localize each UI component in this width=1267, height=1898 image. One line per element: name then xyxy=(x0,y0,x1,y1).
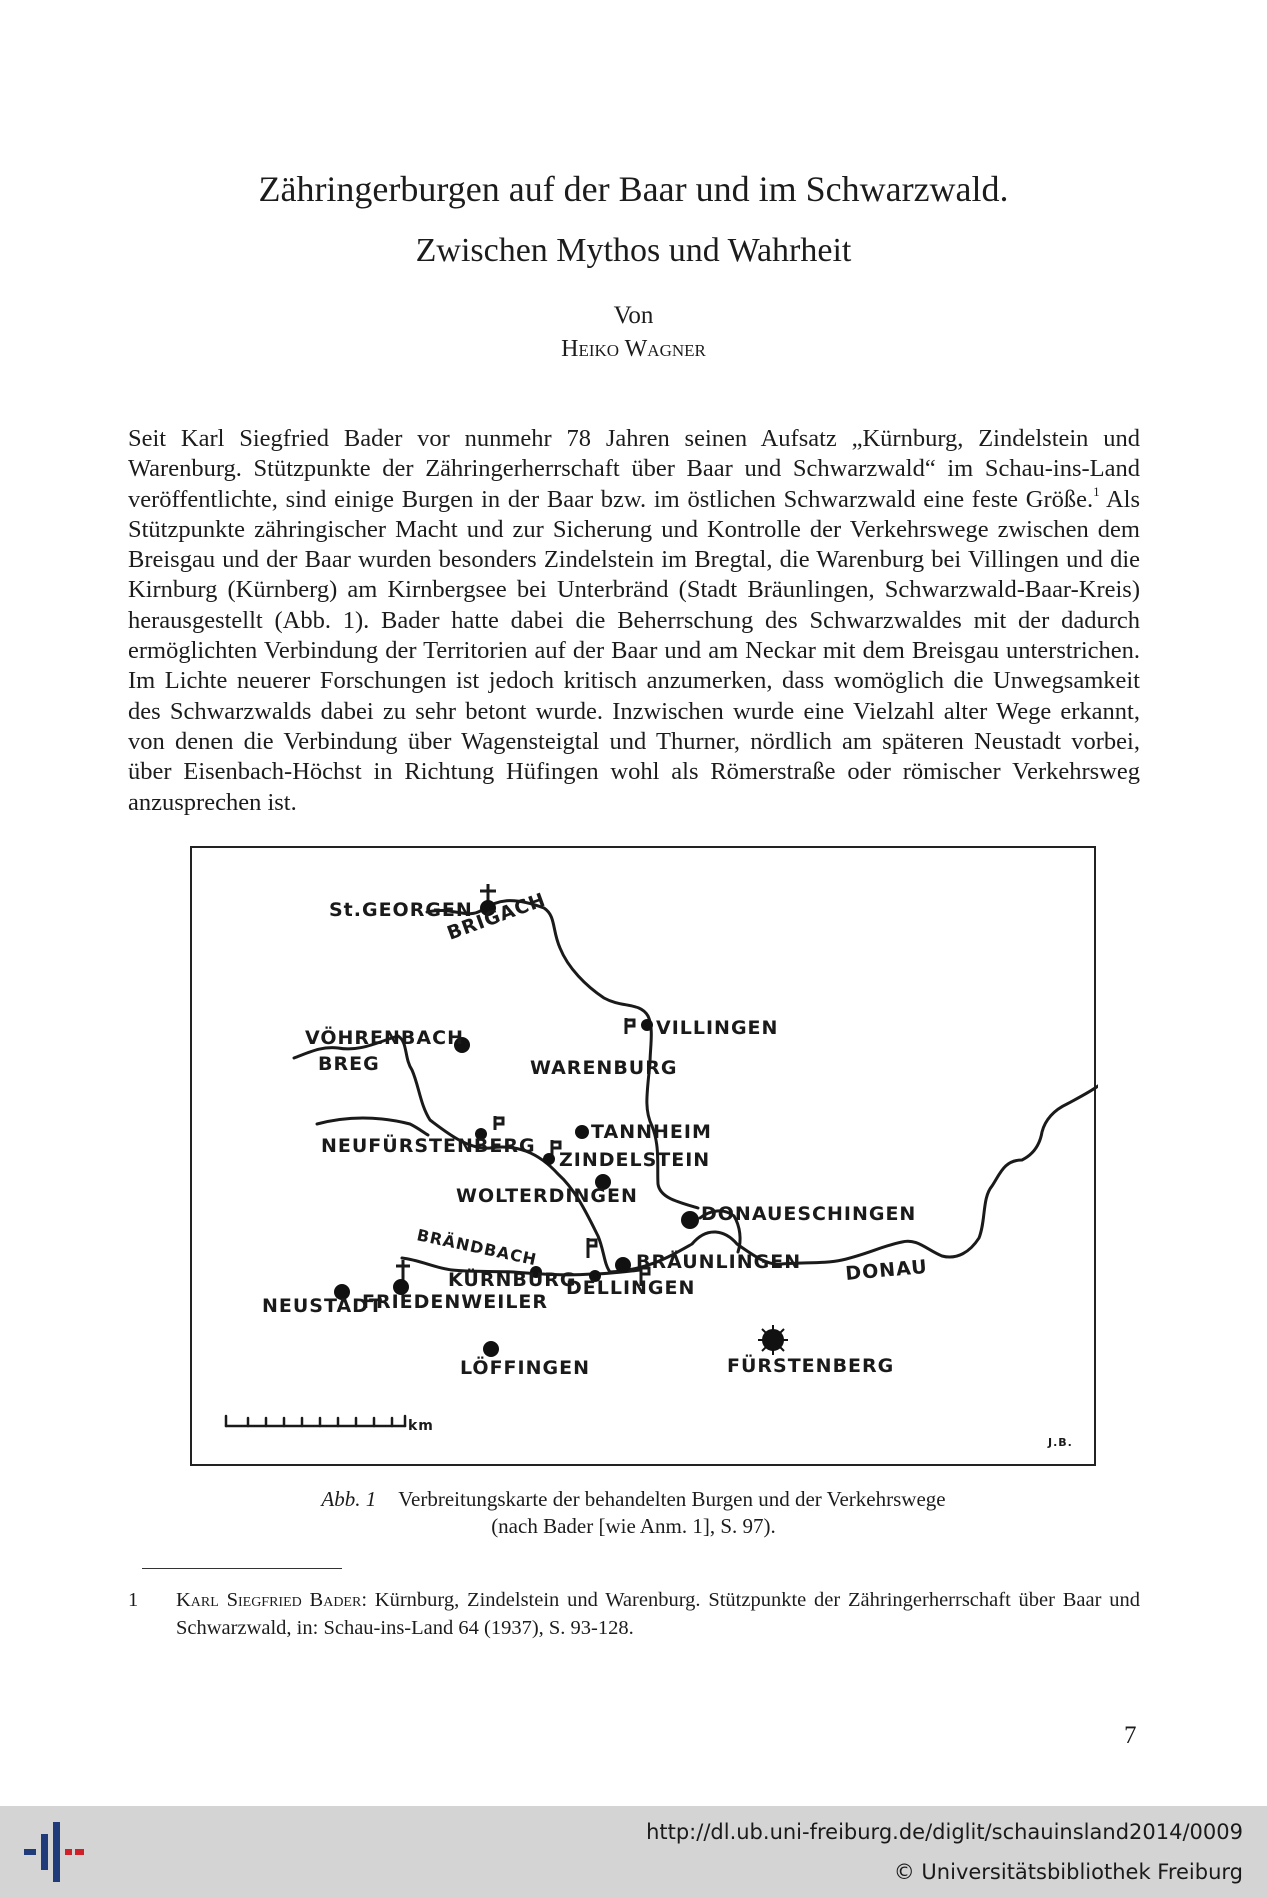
caption-text-1: Verbreitungskarte der behandelten Burgen und der Verkehrswege xyxy=(398,1487,946,1511)
map-label-dellingen: DELLINGEN xyxy=(566,1277,696,1299)
church-cross-icon xyxy=(396,1260,410,1280)
body-paragraph xyxy=(128,424,1140,818)
byline-von: Von xyxy=(613,302,654,329)
footnote-citation: : Kürnburg, Zindelstein und Warenburg. Stützpunkte der Zähringerherrschaft über Baar und Schwarzwald, in: Schau-ins-Land 64 (1937), S. 93-128. xyxy=(176,1589,1140,1639)
river-donau xyxy=(610,1086,1098,1272)
map-label-neustadt: NEUSTADT xyxy=(262,1295,383,1317)
copyright-notice: © Universitätsbibliothek Freiburg xyxy=(893,1860,1243,1884)
body-text-part2: Als Stützpunkte zähringischer Macht und zur Sicherung und Kontrolle der Verkehrswege zwischen dem Breisgau und der Baar wurden besonders Zindelstein im Bregtal, die Warenburg bei Villingen und die Kirnburg (Kürnberg) am Kirnbergsee bei Unterbränd (Stadt Bräunlingen, Schwarzwald-Baar-Kreis) herausgestellt (Abb. 1). Bader hatte dabei die Beherrschung des Schwarzwaldes mit der dadurch ermöglichten Verbindung der Territorien auf der Baar und am Neckar mit dem Breisgau unterstrichen. Im Lichte neuerer Forschungen ist jedoch kritisch anzumerken, dass womöglich die Unwegsamkeit des Schwarzwalds dabei zu sehr betont wurde. Inzwischen wurde eine Vielzahl alter Wege erkannt, von denen die Verbindung über Wagensteigtal und Thurner, nördlich am späteren Neustadt vorbei, über Eisenbach-Höchst in Richtung Hüfingen wohl als Römerstraße oder römischer Verkehrsweg anzusprechen ist. xyxy=(128,485,1140,816)
castle-flag-icon xyxy=(588,1238,596,1258)
caption-text-2: (nach Bader [wie Anm. 1], S. 97). xyxy=(491,1514,776,1538)
map-label-zindelstein: ZINDELSTEIN xyxy=(559,1149,711,1171)
footnote-text xyxy=(176,1586,1140,1642)
figure-caption xyxy=(0,1486,1267,1540)
map-label-neufuerstenberg: NEUFÜRSTENBERG xyxy=(321,1135,536,1157)
castle-flag-icon xyxy=(495,1116,503,1130)
town-marker-zindelstein xyxy=(543,1153,555,1165)
map-label-kuernburg: KÜRNBURG xyxy=(448,1269,577,1291)
article-subtitle: Zwischen Mythos und Wahrheit xyxy=(415,232,852,269)
town-marker-fuerstenberg xyxy=(758,1325,788,1355)
scale-bar-ticks xyxy=(226,1416,405,1426)
page-number: 7 xyxy=(1124,1722,1137,1749)
map-figure xyxy=(190,846,1096,1466)
town-marker-tannheim xyxy=(575,1125,589,1139)
town-marker-braeunlingen xyxy=(615,1257,631,1273)
map-label-braendbach: BRÄNDBACH xyxy=(415,1225,539,1270)
river-west-stream xyxy=(317,1118,428,1135)
article-title: Zähringerburgen auf der Baar und im Schwarzwald. xyxy=(258,169,1009,209)
town-marker-loeffingen xyxy=(483,1341,499,1357)
town-marker-donaueschingen xyxy=(681,1211,699,1229)
map-drawing xyxy=(192,848,1098,1468)
map-label-voehrenbach: VÖHRENBACH xyxy=(305,1027,464,1049)
footnote-reference[interactable]: 1 xyxy=(1093,483,1100,499)
ub-freiburg-logo-icon xyxy=(24,1820,84,1884)
map-label-wolterdingen: WOLTERDINGEN xyxy=(456,1185,638,1207)
map-label-fuerstenberg: FÜRSTENBERG xyxy=(727,1355,895,1377)
map-label-donau: DONAU xyxy=(844,1255,929,1285)
footer-bar xyxy=(0,1806,1267,1898)
caption-label: Abb. 1 xyxy=(321,1487,377,1511)
byline-author: Heiko Wagner xyxy=(561,336,706,362)
map-label-villingen: VILLINGEN xyxy=(656,1017,779,1039)
castle-flag-icon xyxy=(626,1018,634,1034)
map-label-donaueschingen: DONAUESCHINGEN xyxy=(701,1203,917,1225)
footnote-author: Karl Siegfried Bader xyxy=(176,1589,362,1611)
caption-line-1 xyxy=(0,1486,1267,1513)
scale-bar-unit: km xyxy=(408,1418,434,1434)
map-label-tannheim: TANNHEIM xyxy=(591,1121,712,1143)
body-text-part1: Seit Karl Siegfried Bader vor nunmehr 78 Jahren seinen Aufsatz „Kürnburg, Zindelstein und Warenburg. Stützpunkte der Zähringerherrschaft über Baar und Schwarzwald“ im Schau-ins-Land veröffentlichte, sind einige Burgen in der Baar bzw. im östlichen Schwarzwald eine feste Größe. xyxy=(128,425,1140,513)
map-label-breg: BREG xyxy=(318,1053,380,1075)
town-marker-villingen xyxy=(641,1019,653,1031)
footnote-number: 1 xyxy=(128,1589,139,1611)
map-label-st-georgen: St.GEORGEN xyxy=(329,899,473,921)
footnote-divider xyxy=(142,1568,342,1569)
map-label-loeffingen: LÖFFINGEN xyxy=(460,1357,590,1379)
footnote xyxy=(128,1586,1140,1642)
map-label-brigach: BRIGACH xyxy=(444,888,549,945)
map-initials: J.B. xyxy=(1048,1436,1073,1449)
permalink-url[interactable]: http://dl.ub.uni-freiburg.de/diglit/schauinsland2014/0009 xyxy=(646,1820,1243,1844)
map-label-warenburg: WARENBURG xyxy=(530,1057,678,1079)
map-label-braeunlingen: BRÄUNLINGEN xyxy=(636,1251,802,1273)
map-label-friedenweiler: FRIEDENWEILER xyxy=(362,1291,549,1313)
